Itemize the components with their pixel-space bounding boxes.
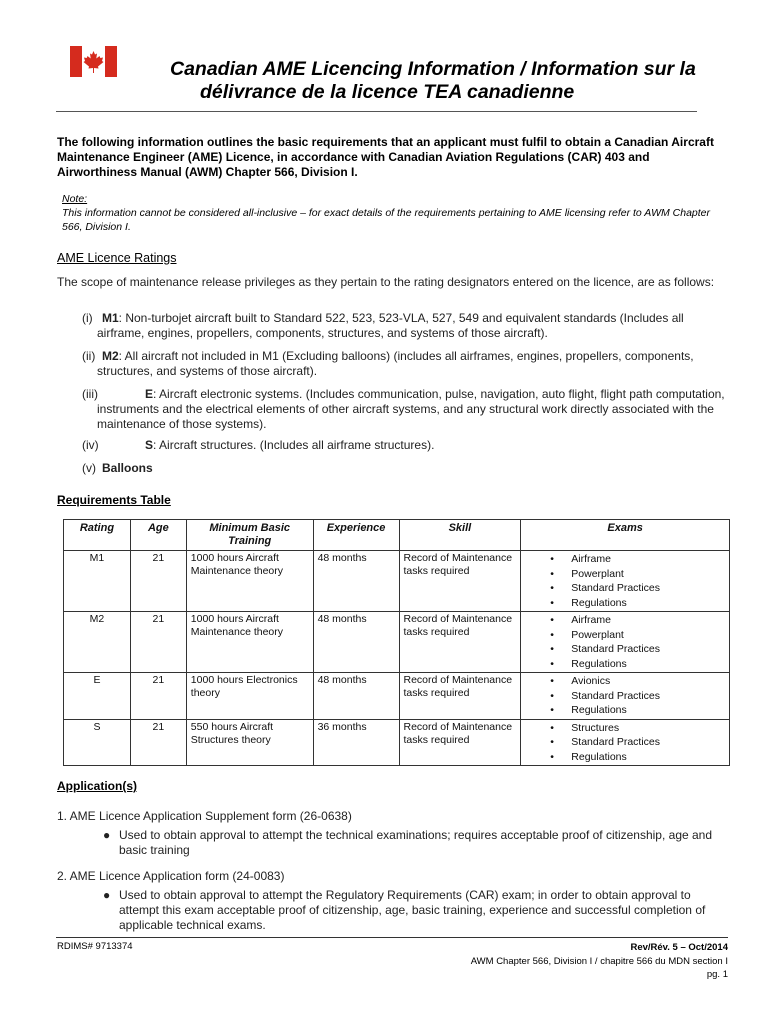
table-row	[64, 551, 730, 612]
cell-exams	[521, 551, 730, 612]
cell-training: 1000 hours Aircraft Maintenance theory	[186, 612, 313, 673]
cell-rating: M2	[64, 612, 131, 673]
exam-item: • Regulations	[571, 750, 725, 765]
cell-training: 550 hours Aircraft Structures theory	[186, 719, 313, 766]
ratings-heading: AME Licence Ratings	[57, 251, 177, 265]
footer-page-number: pg. 1	[706, 969, 728, 980]
footer-document-id: RDIMS# 9713374	[57, 941, 133, 952]
canada-flag-icon	[70, 46, 117, 77]
rating-number: (i)	[82, 311, 93, 325]
application-item	[57, 869, 727, 933]
intro-paragraph: The following information outlines the basic requirements that an applicant must fulfil to obtain a Canadian Aircraft Maintenance Engineer (AME) Licence, in accordance with Canadian Aviation Regulations (CAR) 403 and Airworthiness Manual (AWM) Chapter 566, Division I.	[57, 135, 714, 179]
exam-item: • Structures	[571, 721, 725, 736]
rating-item-m1	[82, 311, 732, 341]
ratings-intro: The scope of maintenance release privileges as they pertain to the rating designators entered on the licence, are as follows:	[57, 275, 715, 289]
title-line-1: Canadian AME Licencing Information / Information sur la	[170, 58, 696, 80]
note-label: Note:	[62, 193, 88, 205]
rating-number: (iii)	[82, 387, 98, 401]
column-header-age: Age	[130, 520, 186, 551]
application-description: Used to obtain approval to attempt the Regulatory Requirements (CAR) exam; in order to obtain approval to attempt this exam acceptable proof of citizenship, age, basic training, experience and successful completion of applicable technical exams.	[119, 888, 706, 932]
rating-description: : Non-turbojet aircraft built to Standard 522, 523, 523-VLA, 527, 549 and equivalent standards (Includes all airframe, engines, propellers, components, structures, and systems of those aircraft).	[97, 311, 684, 340]
exam-item: • Regulations	[571, 703, 725, 718]
cell-rating: E	[64, 673, 131, 720]
cell-age: 21	[130, 551, 186, 612]
footer-divider	[56, 937, 728, 938]
exam-item: • Powerplant	[571, 628, 725, 643]
exam-item: • Airframe	[571, 552, 725, 567]
requirements-heading: Requirements Table	[57, 493, 171, 507]
column-header-rating: Rating	[64, 520, 131, 551]
requirements-table	[63, 519, 730, 766]
cell-experience: 36 months	[313, 719, 399, 766]
rating-code: Balloons	[102, 461, 153, 475]
rating-number: (v)	[82, 461, 96, 475]
exam-item: • Airframe	[571, 613, 725, 628]
header-divider	[56, 111, 697, 112]
exam-item: • Standard Practices	[571, 642, 725, 657]
page-title	[170, 58, 730, 104]
cell-skill: Record of Maintenance tasks required	[399, 673, 521, 720]
rating-description: : Aircraft structures. (Includes all airframe structures).	[153, 438, 435, 452]
rating-code: M2	[102, 349, 119, 363]
table-row	[64, 719, 730, 766]
cell-rating: M1	[64, 551, 131, 612]
exam-item: • Powerplant	[571, 567, 725, 582]
exam-item: • Regulations	[571, 657, 725, 672]
rating-item-e	[82, 387, 732, 432]
applications-heading: Application(s)	[57, 779, 137, 793]
table-row	[64, 612, 730, 673]
cell-rating: S	[64, 719, 131, 766]
footer-revision: Rev/Rév. 5 – Oct/2014	[630, 942, 728, 953]
cell-age: 21	[130, 673, 186, 720]
cell-exams	[521, 719, 730, 766]
cell-experience: 48 months	[313, 673, 399, 720]
table-row	[64, 673, 730, 720]
footer-info	[471, 941, 728, 982]
cell-exams	[521, 673, 730, 720]
footer-reference: AWM Chapter 566, Division I / chapitre 566 du MDN section I	[470, 955, 728, 967]
application-description: Used to obtain approval to attempt the technical examinations; requires acceptable proof of citizenship, age and basic training	[119, 828, 713, 857]
rating-item-m2	[82, 349, 732, 379]
rating-number: (ii)	[82, 349, 96, 363]
rating-number: (iv)	[82, 438, 99, 452]
rating-description: : Aircraft electronic systems. (Includes communication, pulse, navigation, auto flight, flight path computation, instruments and the electrical elements of other aircraft systems, and any structural work directly associated with the maintenance of those systems).	[97, 387, 725, 431]
rating-code: M1	[102, 311, 119, 325]
application-title: 1. AME Licence Application Supplement form (26-0638)	[57, 809, 352, 823]
column-header-experience: Experience	[313, 520, 399, 551]
rating-description: : All aircraft not included in M1 (Excluding balloons) (includes all airframes, engines, propellers, components, structures, and systems of those aircraft).	[97, 349, 694, 378]
exam-item: • Standard Practices	[571, 581, 725, 596]
cell-skill: Record of Maintenance tasks required	[399, 551, 521, 612]
column-header-skill: Skill	[399, 520, 521, 551]
application-title: 2. AME Licence Application form (24-0083)	[57, 869, 285, 883]
cell-age: 21	[130, 612, 186, 673]
exam-item: • Standard Practices	[571, 689, 725, 704]
cell-training: 1000 hours Electronics theory	[186, 673, 313, 720]
cell-exams	[521, 612, 730, 673]
note-text: This information cannot be considered all-inclusive – for exact details of the requirements pertaining to AME licensing refer to AWM Chapter 566, Division I.	[62, 207, 711, 233]
bullet-icon: ●	[103, 888, 111, 902]
cell-training: 1000 hours Aircraft Maintenance theory	[186, 551, 313, 612]
rating-code: E	[145, 387, 154, 401]
exam-item: • Avionics	[571, 674, 725, 689]
cell-skill: Record of Maintenance tasks required	[399, 612, 521, 673]
application-item	[57, 809, 727, 858]
cell-age: 21	[130, 719, 186, 766]
table-header-row	[64, 520, 730, 551]
exam-item: • Regulations	[571, 596, 725, 611]
column-header-training: Minimum Basic Training	[186, 520, 313, 551]
bullet-icon: ●	[103, 828, 111, 842]
cell-skill: Record of Maintenance tasks required	[399, 719, 521, 766]
cell-experience: 48 months	[313, 612, 399, 673]
rating-item-balloons	[82, 461, 732, 476]
cell-experience: 48 months	[313, 551, 399, 612]
title-line-2: délivrance de la licence TEA canadienne	[200, 81, 575, 103]
rating-item-s	[82, 438, 732, 453]
column-header-exams: Exams	[521, 520, 730, 551]
exam-item: • Standard Practices	[571, 735, 725, 750]
rating-code: S	[145, 438, 154, 452]
